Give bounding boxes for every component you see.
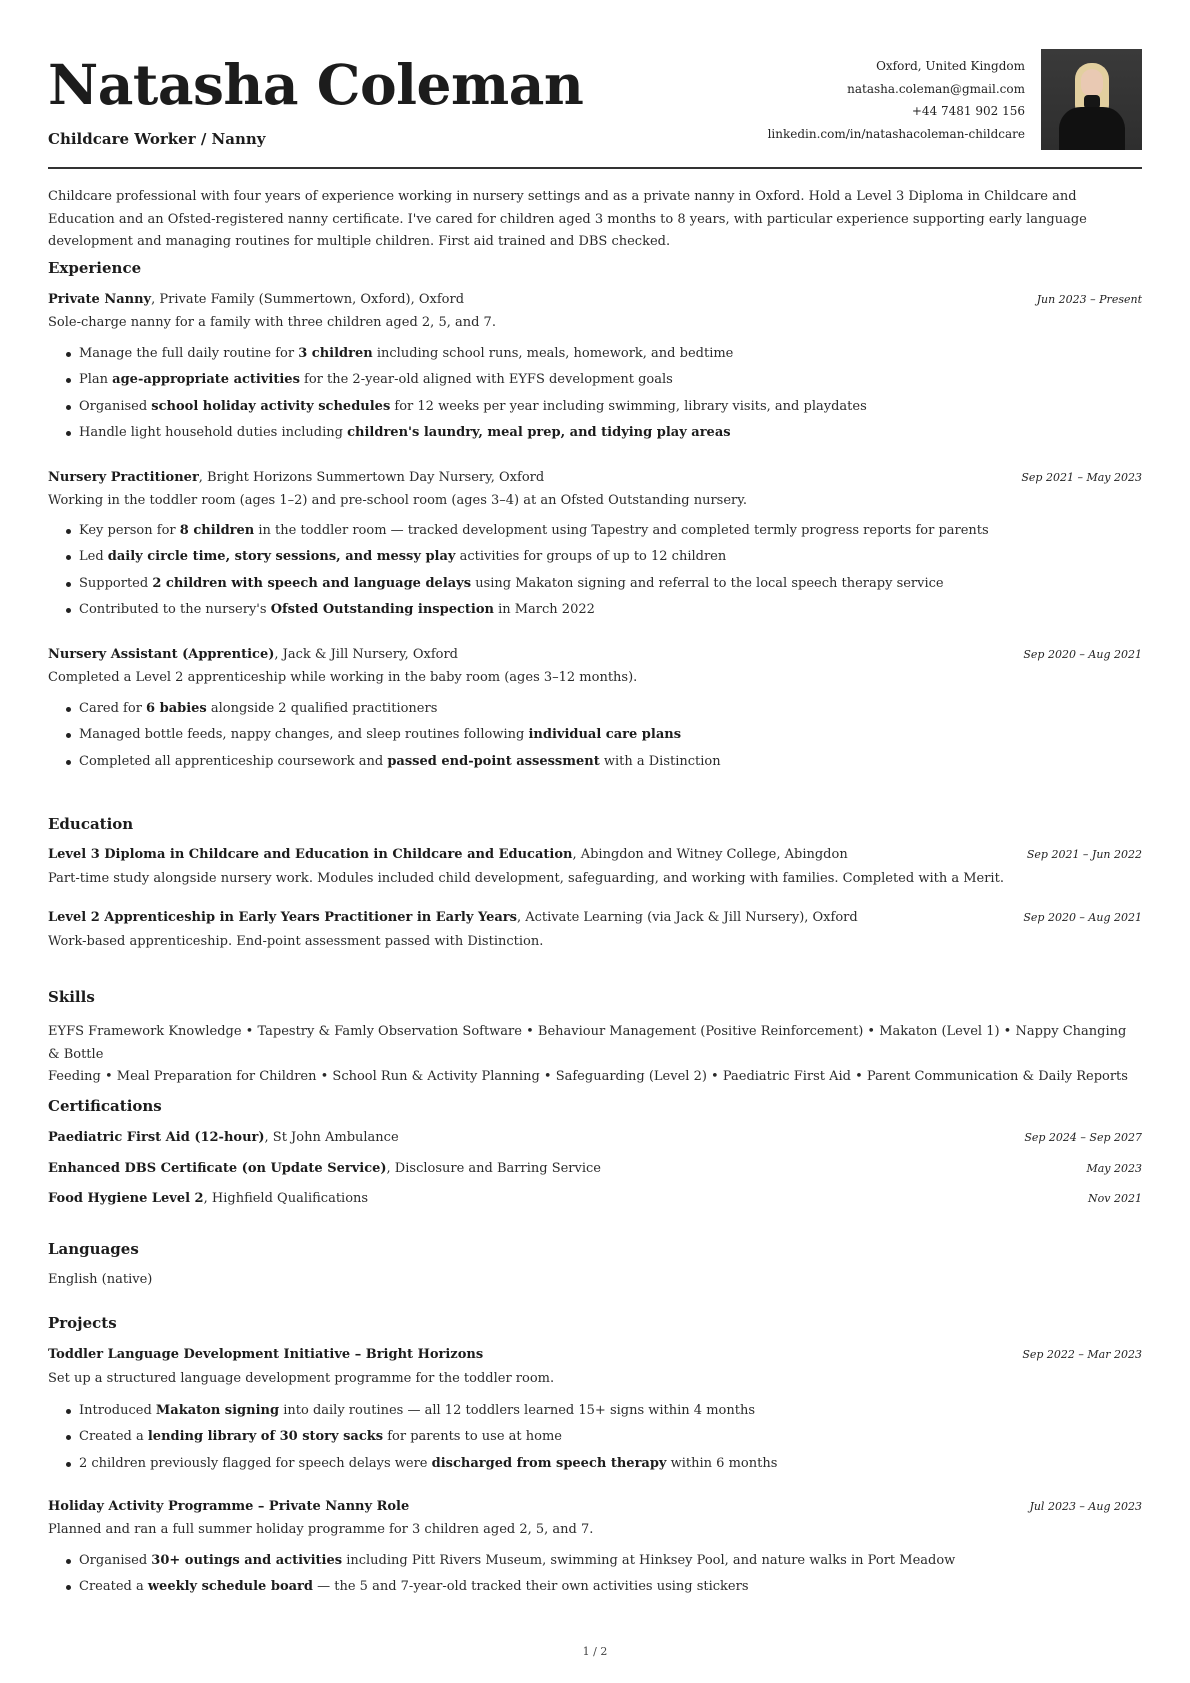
certification-item (48, 1160, 1142, 1178)
section-title-languages: Languages (48, 1240, 139, 1258)
certification-name: Enhanced DBS Certificate (on Update Service) (48, 1161, 387, 1176)
certification-org: , St John Ambulance (264, 1130, 399, 1145)
education-date: Sep 2021 – Jun 2022 (1026, 848, 1142, 861)
education-degree: Level 2 Apprenticeship in Early Years Practitioner in Early Years (48, 910, 517, 925)
job-org: , Bright Horizons Summertown Day Nursery, Oxford (198, 470, 545, 485)
project-header (48, 1346, 1142, 1364)
certification-date: Nov 2021 (1088, 1192, 1142, 1205)
contact-phone: +44 7481 902 156 (911, 104, 1025, 118)
candidate-role: Childcare Worker / Nanny (48, 130, 266, 148)
job-header (48, 646, 1142, 664)
job-bullets (48, 696, 721, 775)
education-header (48, 846, 1142, 864)
header-divider (48, 167, 1142, 169)
job-description: Completed a Level 2 apprenticeship while working in the baby room (ages 3–12 months). (48, 670, 638, 685)
job-bullets (48, 518, 989, 623)
certification-date: May 2023 (1086, 1162, 1142, 1175)
languages-text: English (native) (48, 1272, 153, 1287)
page-number: 1 / 2 (582, 1645, 608, 1658)
list-item: Supported 2 children with speech and language delays using Makaton signing and referral to the local speech therapy service (79, 571, 989, 597)
section-title-certifications: Certifications (48, 1097, 162, 1115)
list-item: Completed all apprenticeship coursework and passed end-point assessment with a Distinction (79, 749, 721, 775)
list-item: Created a weekly schedule board — the 5 and 7-year-old tracked their own activities using stickers (79, 1574, 955, 1600)
list-item: Organised 30+ outings and activities including Pitt Rivers Museum, swimming at Hinksey Pool, and nature walks in Port Meadow (79, 1548, 955, 1574)
job-description: Sole-charge nanny for a family with three children aged 2, 5, and 7. (48, 315, 496, 330)
skills-line: EYFS Framework Knowledge • Tapestry & Famly Observation Software • Behaviour Management (Positive Reinforcement) • Makaton (Level 1) • Nappy Changing & Bottle (48, 1024, 1127, 1062)
education-date: Sep 2020 – Aug 2021 (1023, 911, 1142, 924)
list-item: Led daily circle time, story sessions, and messy play activities for groups of up to 12 children (79, 544, 989, 570)
list-item: 2 children previously flagged for speech delays were discharged from speech therapy within 6 months (79, 1451, 777, 1477)
profile-photo (1041, 49, 1142, 150)
education-description: Part-time study alongside nursery work. Modules included child development, safeguarding, and working with families. Completed with a Merit. (48, 871, 1004, 886)
contact-email[interactable]: natasha.coleman@gmail.com (847, 81, 1025, 96)
list-item: Organised school holiday activity schedules for 12 weeks per year including swimming, library visits, and playdates (79, 394, 867, 420)
job-date: Jun 2023 – Present (1036, 293, 1142, 306)
skills-line: Feeding • Meal Preparation for Children • School Run & Activity Planning • Safeguarding (Level 2) • Paediatric First Aid • Parent Communication & Daily Reports (48, 1069, 1128, 1084)
job-date: Sep 2021 – May 2023 (1021, 471, 1142, 484)
job-date: Sep 2020 – Aug 2021 (1023, 648, 1142, 661)
project-date: Sep 2022 – Mar 2023 (1022, 1348, 1142, 1361)
certification-name: Paediatric First Aid (12-hour) (48, 1130, 265, 1145)
professional-summary: Childcare professional with four years of experience working in nursery settings and as a private nanny in Oxford. Hold a Level 3 Diploma in Childcare and Education and an Ofsted-registered nanny certificate. I've cared for children aged 3 months to 8 years, with particular experience supporting early language development and managing routines for multiple children. First aid trained and DBS checked. (48, 189, 1087, 249)
list-item: Contributed to the nursery's Ofsted Outstanding inspection in March 2022 (79, 597, 989, 623)
job-description: Working in the toddler room (ages 1–2) and pre-school room (ages 3–4) at an Ofsted Outstanding nursery. (48, 493, 747, 508)
education-degree: Level 3 Diploma in Childcare and Education in Childcare and Education (48, 847, 573, 862)
candidate-name: Natasha Coleman (48, 52, 584, 117)
contact-linkedin[interactable]: linkedin.com/in/natashacoleman-childcare (767, 126, 1025, 141)
project-name: Holiday Activity Programme – Private Nanny Role (48, 1499, 410, 1514)
job-org: , Jack & Jill Nursery, Oxford (274, 647, 458, 662)
education-header (48, 909, 1142, 927)
education-org: , Activate Learning (via Jack & Jill Nursery), Oxford (516, 910, 858, 925)
certification-name: Food Hygiene Level 2 (48, 1191, 204, 1206)
skills-list (48, 1021, 1142, 1089)
section-title-projects: Projects (48, 1314, 117, 1332)
certification-org: , Disclosure and Barring Service (386, 1161, 601, 1176)
list-item: Handle light household duties including children's laundry, meal prep, and tidying play areas (79, 420, 867, 446)
project-bullets (48, 1398, 777, 1477)
job-header (48, 291, 1142, 309)
project-description: Set up a structured language development programme for the toddler room. (48, 1371, 555, 1386)
list-item: Key person for 8 children in the toddler room — tracked development using Tapestry and completed termly progress reports for parents (79, 518, 989, 544)
project-name: Toddler Language Development Initiative – Bright Horizons (48, 1347, 484, 1362)
job-role: Nursery Practitioner (48, 470, 199, 485)
project-bullets (48, 1548, 955, 1601)
section-title-education: Education (48, 815, 134, 833)
job-role: Private Nanny (48, 292, 152, 307)
contact-block (768, 55, 1025, 145)
certification-item (48, 1190, 1142, 1208)
certification-date: Sep 2024 – Sep 2027 (1024, 1131, 1142, 1144)
education-org: , Abingdon and Witney College, Abingdon (572, 847, 848, 862)
certification-item (48, 1129, 1142, 1147)
list-item: Cared for 6 babies alongside 2 qualified practitioners (79, 696, 721, 722)
contact-location: Oxford, United Kingdom (876, 59, 1025, 73)
education-description: Work-based apprenticeship. End-point assessment passed with Distinction. (48, 934, 544, 949)
project-date: Jul 2023 – Aug 2023 (1029, 1500, 1142, 1513)
list-item: Managed bottle feeds, nappy changes, and sleep routines following individual care plans (79, 722, 721, 748)
section-title-skills: Skills (48, 988, 95, 1006)
list-item: Created a lending library of 30 story sacks for parents to use at home (79, 1424, 777, 1450)
list-item: Plan age-appropriate activities for the 2-year-old aligned with EYFS development goals (79, 367, 867, 393)
job-header (48, 469, 1142, 487)
job-org: , Private Family (Summertown, Oxford), Oxford (151, 292, 465, 307)
resume-page (48, 0, 1142, 1595)
project-header (48, 1498, 1142, 1516)
list-item: Introduced Makaton signing into daily routines — all 12 toddlers learned 15+ signs within 4 months (79, 1398, 777, 1424)
resume-header (48, 0, 1142, 170)
list-item: Manage the full daily routine for 3 children including school runs, meals, homework, and bedtime (79, 341, 867, 367)
section-title-experience: Experience (48, 259, 142, 277)
certification-org: , Highfield Qualifications (203, 1191, 369, 1206)
job-role: Nursery Assistant (Apprentice) (48, 647, 275, 662)
project-description: Planned and ran a full summer holiday programme for 3 children aged 2, 5, and 7. (48, 1522, 594, 1537)
job-bullets (48, 341, 867, 446)
